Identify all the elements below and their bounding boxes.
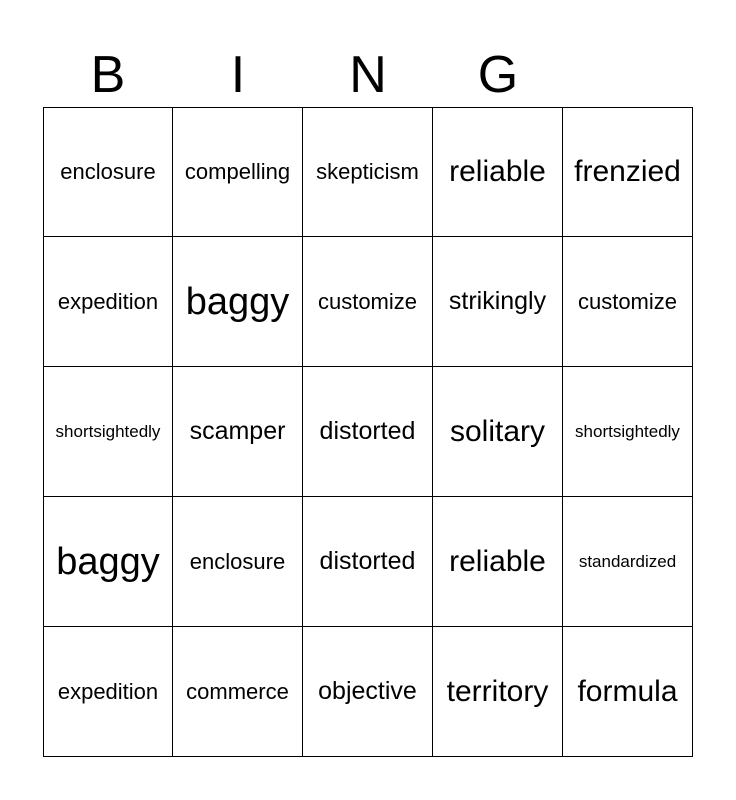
header-letter-i: I: [230, 46, 246, 104]
bingo-cell[interactable]: [173, 107, 303, 237]
bingo-cell[interactable]: [303, 497, 433, 627]
cell-word: objective: [318, 677, 417, 705]
cell-word: expedition: [57, 288, 159, 314]
bingo-cell[interactable]: [433, 497, 563, 627]
cell-word: shortsightedly: [575, 422, 680, 441]
bingo-cell[interactable]: [43, 497, 173, 627]
bingo-cell[interactable]: [433, 237, 563, 367]
bingo-cell[interactable]: [173, 237, 303, 367]
bingo-board: [43, 107, 693, 757]
bingo-cell[interactable]: [563, 497, 693, 627]
bingo-cell[interactable]: [433, 107, 563, 237]
bingo-cell[interactable]: [303, 237, 433, 367]
cell-word: customize: [577, 288, 678, 314]
bingo-cell[interactable]: [43, 237, 173, 367]
bingo-cell[interactable]: [433, 627, 563, 757]
bingo-cell[interactable]: [303, 107, 433, 237]
cell-word: standardized: [578, 552, 677, 571]
header-letter-g: G: [477, 46, 519, 104]
cell-word: distorted: [319, 417, 416, 445]
bingo-cell[interactable]: [303, 627, 433, 757]
cell-word: commerce: [186, 678, 289, 704]
bingo-cell[interactable]: [43, 367, 173, 497]
cell-word: scamper: [189, 417, 286, 445]
bingo-header: [43, 44, 693, 106]
cell-word: solitary: [449, 414, 546, 448]
bingo-cell[interactable]: [303, 367, 433, 497]
header-letter-b: B: [90, 46, 126, 104]
bingo-cell[interactable]: [173, 627, 303, 757]
cell-word: baggy: [56, 540, 160, 583]
cell-word: reliable: [449, 155, 546, 188]
cell-word: enclosure: [189, 548, 286, 574]
cell-word: enclosure: [60, 159, 156, 184]
bingo-cell[interactable]: [563, 107, 693, 237]
cell-word: frenzied: [574, 155, 681, 188]
header-letter-n: N: [349, 46, 387, 104]
bingo-cell[interactable]: [173, 367, 303, 497]
header-letter-o: [563, 44, 693, 106]
cell-word: reliable: [449, 544, 546, 578]
cell-word: formula: [577, 674, 678, 708]
bingo-cell[interactable]: [433, 367, 563, 497]
cell-word: territory: [446, 674, 549, 708]
cell-word: distorted: [319, 547, 416, 575]
bingo-cell[interactable]: [43, 107, 173, 237]
cell-word: customize: [317, 288, 418, 314]
bingo-cell[interactable]: [563, 627, 693, 757]
bingo-cell[interactable]: [563, 237, 693, 367]
cell-word: compelling: [184, 159, 291, 184]
cell-word: shortsightedly: [55, 422, 161, 441]
bingo-cell[interactable]: [563, 367, 693, 497]
cell-word: skepticism: [316, 159, 419, 184]
cell-word: strikingly: [448, 287, 547, 315]
cell-word: baggy: [185, 280, 290, 323]
bingo-cell[interactable]: [173, 497, 303, 627]
bingo-cell[interactable]: [43, 627, 173, 757]
cell-word: expedition: [57, 678, 159, 704]
